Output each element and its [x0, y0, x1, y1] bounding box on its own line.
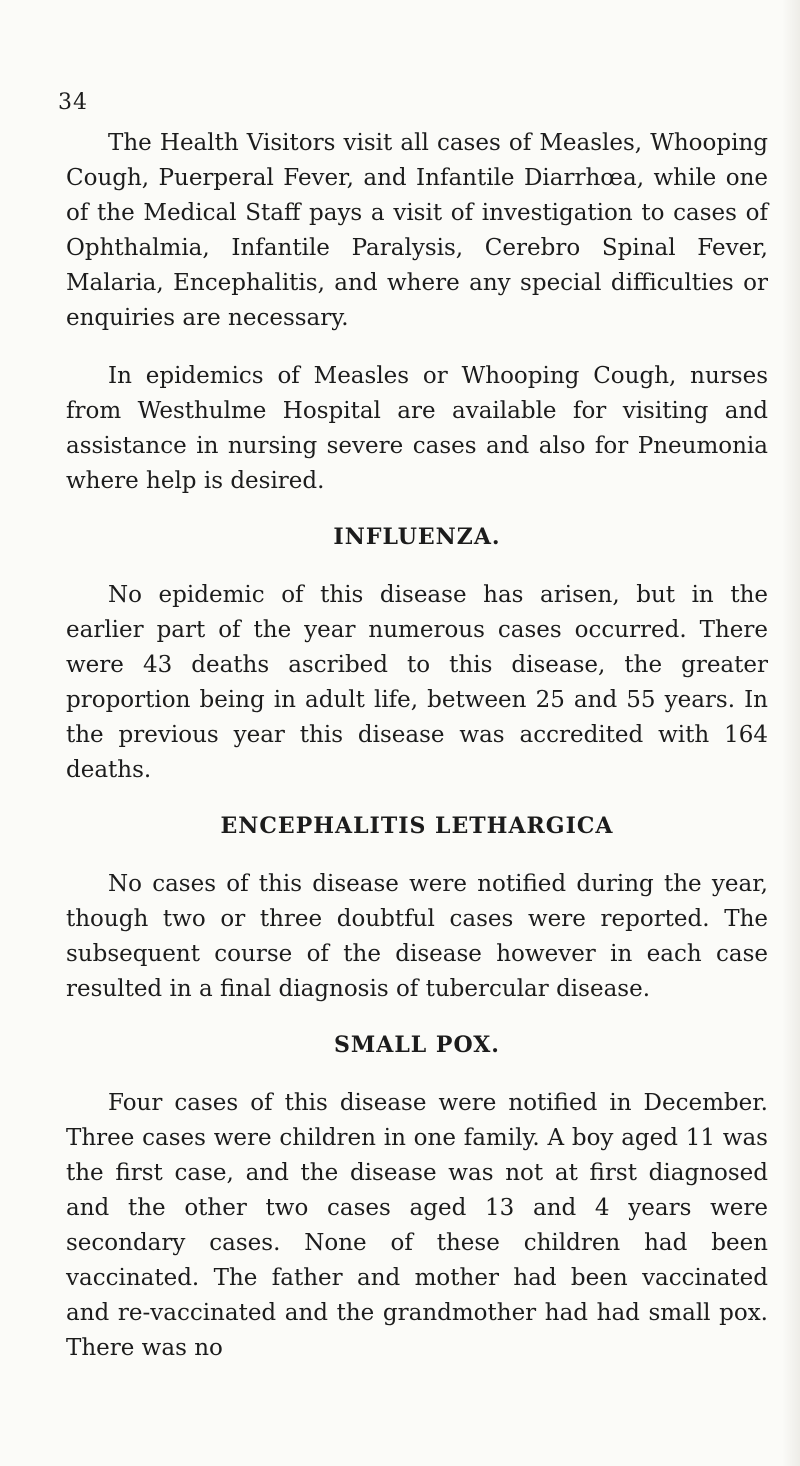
paragraph-epidemic-nursing: In epidemics of Measles or Whooping Cough, nurses from Westhulme Hospital are available for visiting and assistance in nursing severe cases and also for Pneumonia where help is desired. — [66, 363, 768, 494]
paragraph-small-pox: Four cases of this disease were notified in December. Three cases were children in one family. A boy aged 11 was the first case, and the disease was not at first diagnosed and the other two cases aged 13 and 4 years were secondary cases. None of these children had been vaccinated. The father and mother had been vaccinated and re-vaccinated and the grandmother had had small pox. There was no — [66, 1090, 768, 1361]
paragraph-influenza: No epidemic of this disease has arisen, but in the earlier part of the year numerous cases occurred. There were 43 deaths ascribed to this disease, the greater proportion being in adult life, between 25 and 55 years. In the previous year this disease was accredited with 164 deaths. — [66, 582, 768, 783]
paragraph-encephalitis-lethargica: No cases of this disease were notified during the year, though two or three doubtful cases were reported. The subsequent course of the disease however in each case resulted in a final diagnosis of tubercular disease. — [66, 871, 768, 1002]
heading-small-pox: SMALL POX. — [334, 1032, 500, 1058]
page-edge-shadow — [782, 0, 800, 1466]
heading-encephalitis-lethargica: ENCEPHALITIS LETHARGICA — [220, 813, 614, 839]
heading-influenza: INFLUENZA. — [333, 524, 501, 550]
page-body — [66, 126, 768, 1389]
page-number: 34 — [58, 90, 88, 115]
paragraph-health-visitors: The Health Visitors visit all cases of Measles, Whooping Cough, Puerperal Fever, and Infantile Diarrhœa, while one of the Medical Staff pays a visit of investigation to cases of Ophthalmia, Infantile Paralysis, Cerebro Spinal Fever, Malaria, Encephalitis, and where any special difficulties or enquiries are necessary. — [66, 130, 768, 331]
